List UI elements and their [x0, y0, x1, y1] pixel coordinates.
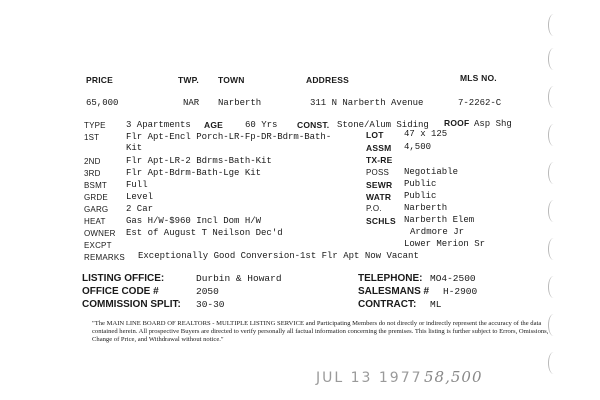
const-value: Stone/Alum Siding	[337, 120, 429, 130]
type-value: 3 Apartments	[126, 120, 191, 130]
salesman-value: H-2900	[443, 286, 478, 297]
address-value: 311 N Narberth Avenue	[310, 98, 424, 108]
punch-hole-mark	[548, 314, 559, 336]
office-code-label: OFFICE CODE #	[82, 286, 159, 297]
punch-hole-mark	[548, 14, 559, 36]
garage-label: GARG	[84, 205, 109, 214]
post-office-label: P.O.	[366, 204, 382, 213]
post-office-value: Narberth	[404, 203, 448, 213]
exception-label: EXCPT	[84, 241, 112, 250]
sewer-label: SEWR	[366, 180, 393, 190]
lot-label: LOT	[366, 130, 384, 140]
schools-label: SCHLS	[366, 216, 396, 226]
commission-split-value: 30-30	[196, 299, 225, 310]
listing-office-label: LISTING OFFICE:	[82, 273, 165, 284]
office-code-value: 2050	[196, 286, 219, 297]
assessment-value: 4,500	[404, 142, 432, 152]
water-value: Public	[404, 191, 437, 201]
grade-value: Level	[126, 192, 154, 202]
second-floor-value: Flr Apt-LR-2 Bdrms-Bath-Kit	[126, 156, 272, 166]
punch-hole-mark	[548, 162, 559, 184]
garage-value: 2 Car	[126, 204, 154, 214]
type-label: TYPE	[84, 121, 106, 130]
punch-hole-mark	[548, 86, 559, 108]
grade-label: GRDE	[84, 193, 108, 202]
lot-value: 47 x 125	[404, 129, 448, 139]
town-label: TOWN	[218, 75, 245, 85]
punch-hole-mark	[548, 238, 559, 260]
punch-hole-mark	[548, 276, 559, 298]
listing-office-value: Durbin & Howard	[196, 273, 282, 284]
first-floor-value-cont: Kit	[126, 143, 143, 153]
heat-value: Gas H/W-$960 Incl Dom H/W	[126, 216, 262, 226]
owner-value: Est of August T Neilson Dec'd	[126, 228, 283, 238]
water-label: WATR	[366, 192, 392, 202]
salesman-label: SALESMANS #	[358, 286, 430, 297]
schools-value-jr: Ardmore Jr	[410, 227, 465, 237]
date-stamp: JUL 13 1977	[316, 370, 423, 386]
twp-value: NAR	[183, 98, 200, 108]
remarks-value: Exceptionally Good Conversion-1st Flr Apt Now Vacant	[138, 251, 419, 261]
remarks-label: REMARKS	[84, 253, 125, 262]
heat-label: HEAT	[84, 217, 106, 226]
commission-split-label: COMMISSION SPLIT:	[82, 299, 181, 310]
owner-label: OWNER	[84, 229, 116, 238]
roof-value: Asp Shg	[474, 119, 512, 129]
roof-label: ROOF	[444, 118, 470, 128]
address-label: ADDRESS	[306, 75, 349, 85]
mls-value: 7-2262-C	[458, 98, 502, 108]
telephone-label: TELEPHONE:	[358, 273, 423, 284]
punch-hole-mark	[548, 48, 559, 70]
const-label: CONST.	[297, 120, 330, 130]
third-floor-label: 3RD	[84, 169, 101, 178]
tax-re-label: TX-RE	[366, 155, 393, 165]
third-floor-value: Flr Apt-Bdrm-Bath-Lge Kit	[126, 168, 262, 178]
basement-label: BSMT	[84, 181, 108, 190]
handwritten-note: 58,500	[424, 368, 483, 386]
twp-label: TWP.	[178, 75, 199, 85]
punch-hole-mark	[548, 124, 559, 146]
first-floor-value: Flr Apt-Encl Porch-LR-Fp-DR-Bdrm-Bath-	[126, 132, 332, 142]
price-label: PRICE	[86, 75, 113, 85]
age-value: 60 Yrs	[245, 120, 278, 130]
age-label: AGE	[204, 120, 224, 130]
second-floor-label: 2ND	[84, 157, 101, 166]
punch-hole-mark	[548, 352, 559, 374]
contract-label: CONTRACT:	[358, 299, 417, 310]
price-value: 65,000	[86, 98, 119, 108]
assessment-label: ASSM	[366, 143, 392, 153]
sewer-value: Public	[404, 179, 437, 189]
first-floor-label: 1ST	[84, 133, 100, 142]
possession-label: POSS	[366, 168, 390, 177]
mls-label: MLS NO.	[460, 73, 497, 83]
possession-value: Negotiable	[404, 167, 459, 177]
basement-value: Full	[126, 180, 148, 190]
telephone-value: MO4-2500	[430, 273, 476, 284]
punch-hole-mark	[548, 200, 559, 222]
contract-value: ML	[430, 299, 442, 310]
disclaimer-text: "The MAIN LINE BOARD OF REALTORS - MULTIPLE LISTING SERVICE and Participating Members do not directly or indirectly represent the accuracy of the data contained herein. All prospective Buyers are directed to verify personally all factual information concerning the premises. This listing is further subject to Errors, Omissions, Change of Price, and Withdrawal without notice."	[92, 320, 549, 343]
schools-value-sr: Lower Merion Sr	[404, 239, 486, 249]
town-value: Narberth	[218, 98, 262, 108]
schools-value-elem: Narberth Elem	[404, 215, 475, 225]
